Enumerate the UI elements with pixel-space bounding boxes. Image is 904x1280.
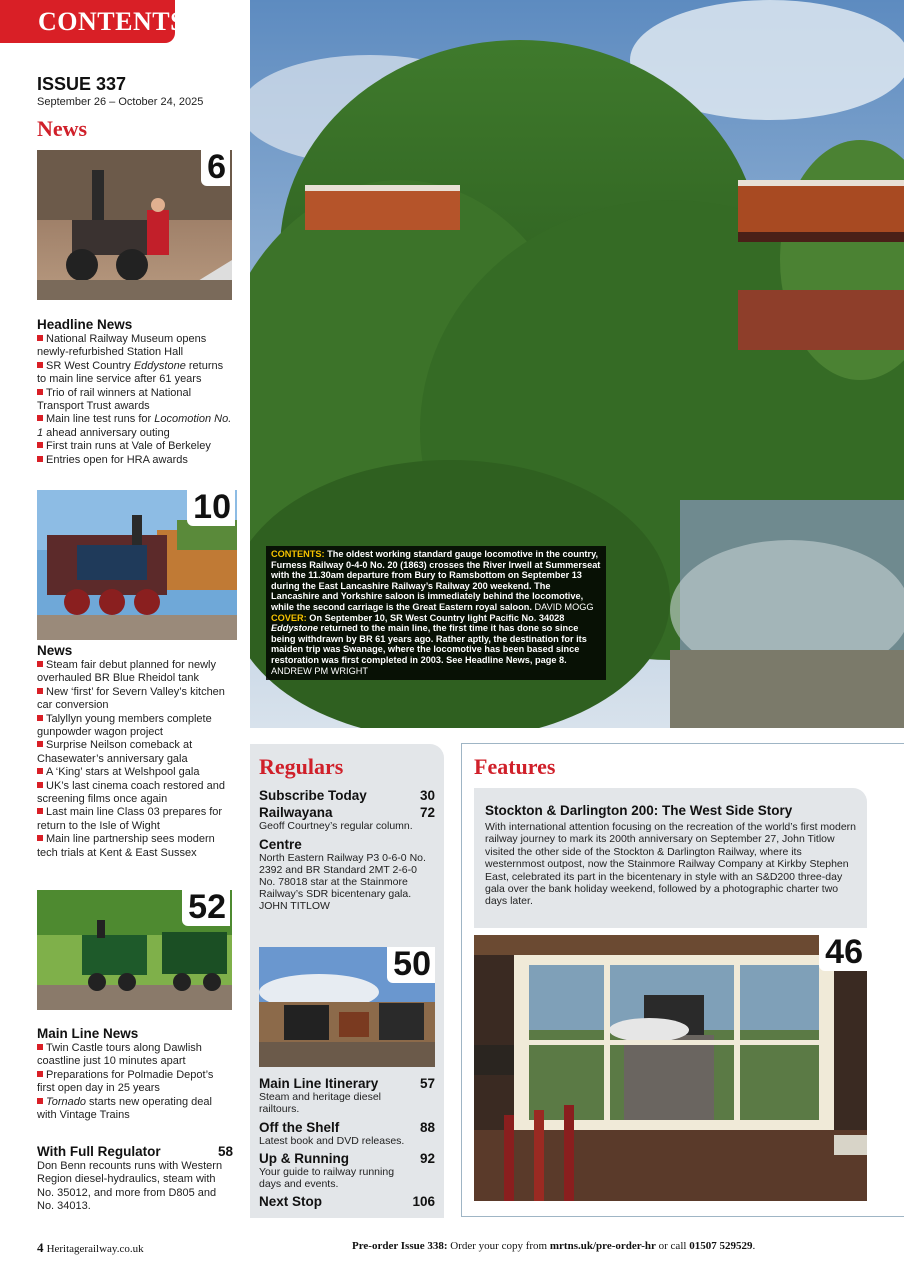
list-item: A ‘King’ stars at Welshpool gala (37, 766, 233, 779)
list-item: National Railway Museum opens newly-refurbished Station Hall (37, 333, 207, 359)
bullet-icon (37, 362, 43, 368)
regulars-title: Regulars (259, 754, 344, 779)
list-item: Talyllyn young members complete gunpowder wagon project (37, 712, 212, 739)
photo-caption: CONTENTS: The oldest working standard gauge locomotive in the country, Furness Railway 0-4-0 No. 20 (1863) crosses the River Irwell at Summerseat with the 11.30am departure from Bury to Ramsbottom on September 13 during the East Lancashire Railway’s Railway 200 weekend. The Lancashire and Yorkshire saloon is immediately behind the locomotive, while the second carriage is the Great Eastern royal saloon. DAVID MOGG COVER: On September 10, SR West Country light Pacific No. 34028 Eddystone returned to the main line, the first time it has done so since being withdrawn by BR 61 years ago. Rather aptly, the destination for its maiden trip was Swanage, where the locomotive has been based since restoration was first completed in 2003. See Headline News, page 8. ANDREW PM WRIGHT (266, 546, 606, 680)
main-line-news-title: Main Line News (37, 1026, 139, 1041)
features-photo[interactable] (474, 935, 867, 1201)
list-item: Surprise Neilson comeback at Chasewater’s anniversary gala (37, 739, 193, 765)
footer-preorder: Pre-order Issue 338: Order your copy from mrtns.uk/pre-order-hr or call 01507 529529. (352, 1240, 756, 1252)
bullet-icon (37, 768, 43, 774)
issue-dates: September 26 – October 24, 2025 (37, 96, 204, 108)
main-line-news-block (37, 1026, 233, 1122)
footer-page-info: 4 Heritagerailway.co.uk (37, 1240, 144, 1255)
regular-itinerary[interactable]: Main Line Itinerary 57 Steam and heritage diesel railtours. (259, 1076, 435, 1115)
bullet-icon (37, 835, 43, 841)
list-item: Preparations for Polmadie Depot’s first open day in 25 years (37, 1068, 214, 1095)
news-title: News (37, 643, 73, 658)
features-title: Features (474, 754, 556, 779)
news-section-title: News (37, 116, 88, 141)
regulars-photo[interactable] (259, 947, 435, 1067)
phone-number: 01507 529529 (689, 1240, 753, 1252)
preorder-link[interactable]: mrtns.uk/pre-order-hr (549, 1240, 656, 1252)
regular-off-the-shelf[interactable]: Off the Shelf 88 Latest book and DVD releases. (259, 1120, 435, 1147)
features-story-title: Stockton & Darlington 200: The West Side Story (485, 803, 793, 818)
regulator-desc: Don Benn recounts runs with Western Region diesel-hydraulics, steam with No. 35012, and more from D805 and No. 34013. (37, 1160, 223, 1213)
with-full-regulator-block (37, 1144, 233, 1214)
list-item: Main line test runs for Locomotion No. 1 ahead anniversary outing (37, 413, 232, 439)
page-number-badge: 10 (187, 490, 235, 526)
regulars-panel (250, 744, 444, 1218)
issue-number: ISSUE 337 (37, 74, 127, 94)
bullet-icon (37, 415, 43, 421)
bullet-icon (37, 1071, 43, 1077)
news-photo-castles[interactable] (37, 890, 232, 1010)
list-item: First train runs at Vale of Berkeley (37, 440, 233, 453)
headline-news-block (37, 317, 233, 467)
contents-tab: CONTENTS (0, 0, 175, 43)
bullet-icon (37, 456, 43, 462)
headline-news-title: Headline News (37, 317, 133, 332)
list-item: UK’s last cinema coach restored and screening films once again (37, 779, 225, 806)
list-item: SR West Country Eddystone returns to main line service after 61 years (37, 359, 224, 386)
bullet-icon (37, 442, 43, 448)
features-story-box[interactable] (474, 788, 867, 928)
features-story-desc: With international attention focusing on the recreation of the world’s first modern railway journey to mark its 200th anniversary on September 27, John Titlow visited the other side of the Stockton & Darlington Railway, where its westernmost outpost, now the Stainmore Railway Company at Kirkby Stephen East, celebrated its part in the bicentenary in style with an S&D200 three-day gala over the bank holiday weekend, followed by a photographic charter two days later. (485, 821, 857, 908)
bullet-icon (37, 661, 43, 667)
regular-up-and-running[interactable]: Up & Running 92 Your guide to railway running days and events. (259, 1151, 435, 1190)
bullet-icon (37, 808, 43, 814)
regular-railwayana[interactable]: Railwayana 72 Geoff Courtney’s regular column. (259, 805, 435, 832)
bullet-icon (37, 1044, 43, 1050)
regulator-page: 58 (217, 1144, 233, 1159)
list-item: Main line partnership sees modern tech trials at Kent & East Sussex (37, 833, 215, 859)
page-number-badge: 46 (819, 935, 867, 971)
news-photo-locomotion[interactable] (37, 150, 232, 300)
list-item: Tornado starts new operating deal with Vintage Trains (37, 1095, 212, 1122)
news-photo-tank-engine[interactable] (37, 490, 237, 640)
bullet-icon (37, 782, 43, 788)
list-item: Trio of rail winners at National Transport Trust awards (37, 386, 192, 413)
bullet-icon (37, 335, 43, 341)
regulator-title: With Full Regulator (37, 1144, 161, 1159)
bullet-icon (37, 715, 43, 721)
bullet-icon (37, 688, 43, 694)
news-block (37, 643, 233, 860)
list-item: Entries open for HRA awards (37, 454, 233, 467)
page-number-badge: 6 (201, 150, 230, 186)
bullet-icon (37, 1098, 43, 1104)
bullet-icon (37, 389, 43, 395)
regular-next-stop[interactable]: Next Stop 106 (259, 1194, 435, 1209)
page-number-badge: 52 (182, 890, 230, 926)
regular-subscribe[interactable]: Subscribe Today 30 (259, 788, 435, 803)
regular-centre[interactable]: Centre North Eastern Railway P3 0-6-0 No. 2392 and BR Standard 2MT 2-6-0 No. 78018 star at the Stainmore Railway’s SDR bicentenary gala. JOHN TITLOW (259, 837, 426, 912)
signal-box-image (474, 935, 867, 1201)
list-item: Last main line Class 03 prepares for return to the Isle of Wight (37, 806, 223, 832)
bullet-icon (37, 741, 43, 747)
page-number-badge: 50 (387, 947, 435, 983)
list-item: Steam fair debut planned for newly overhauled BR Blue Rheidol tank (37, 659, 216, 685)
list-item: Twin Castle tours along Dawlish coastline just 10 minutes apart (37, 1042, 202, 1068)
list-item: New ‘first’ for Severn Valley’s kitchen car conversion (37, 685, 225, 712)
